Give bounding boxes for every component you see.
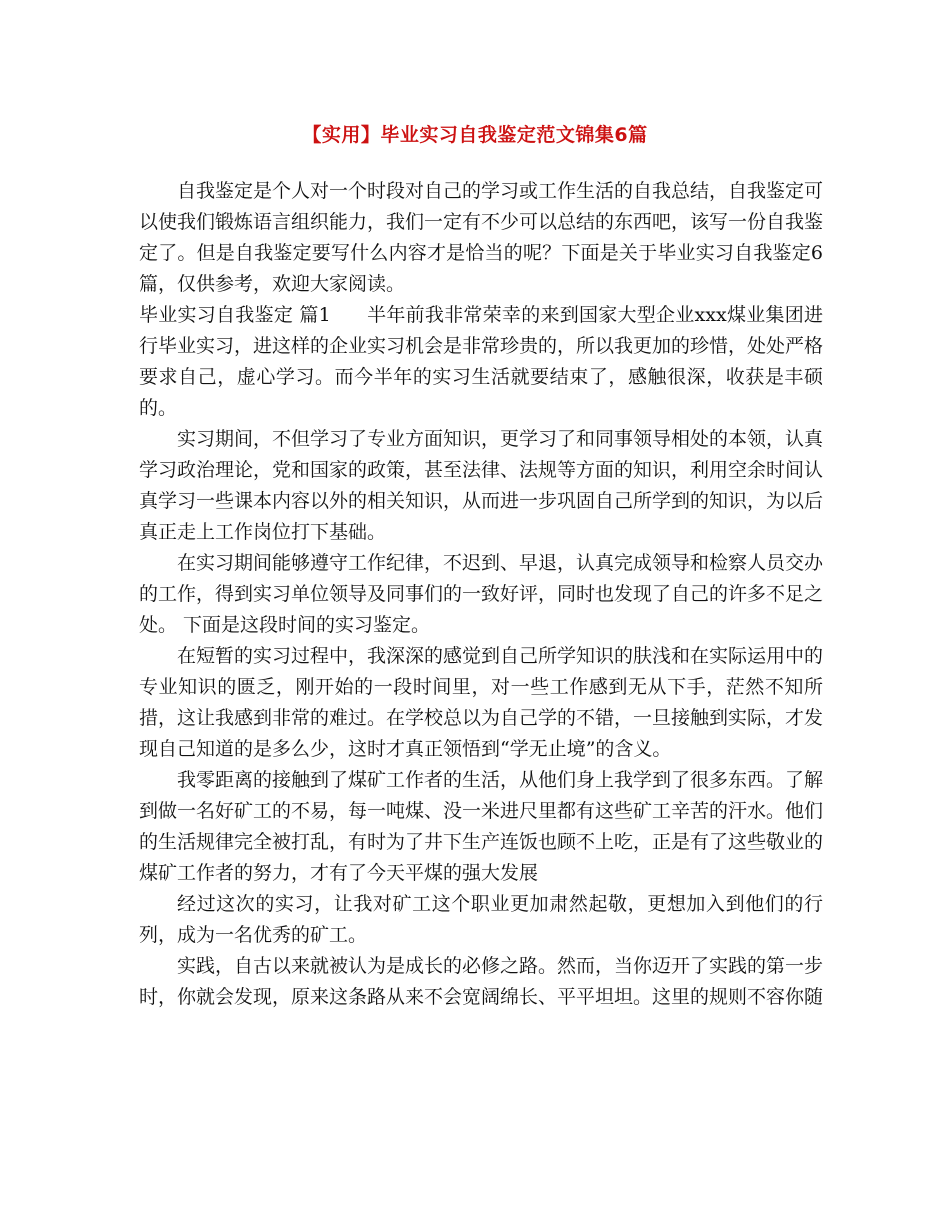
- body-paragraph: 实习期间，不但学习了专业方面知识，更学习了和同事领导相处的本领，认真学习政治理论，党和国家的政策，甚至法律、法规等方面的知识，利用空余时间认真学习一些课本内容以外的相关知识，从而进一步巩固自己所学到的知识，为以后真正走上工作岗位打下基础。: [139, 428, 824, 543]
- body-paragraph: 我零距离的接触到了煤矿工作者的生活，从他们身上我学到了很多东西。了解到做一名好矿工的不易，每一吨煤、没一米进尺里都有这些矿工辛苦的汗水。他们的生活规律完全被打乱，有时为了井下生产连饭也顾不上吃，正是有了这些敬业的煤矿工作者的努力，才有了今天平煤的强大发展: [139, 769, 824, 884]
- document-body: [139, 176, 823, 1013]
- section-1-paragraph: [139, 300, 823, 424]
- body-paragraph: 经过这次的实习，让我对矿工这个职业更加肃然起敬，更想加入到他们的行列，成为一名优秀的矿工。: [139, 893, 823, 946]
- body-paragraph: 在短暂的实习过程中，我深深的感觉到自己所学知识的肤浅和在实际运用中的专业知识的匮乏，刚开始的一段时间里，对一些工作感到无从下手，茫然不知所措，这让我感到非常的难过。在学校总以为自己学的不错，一旦接触到实际，才发现自己知道的是多么少，这时才真正领悟到“学无止境”的含义。: [139, 645, 824, 760]
- section-1-heading: 毕业实习自我鉴定 篇1: [139, 304, 331, 326]
- intro-paragraph: 自我鉴定是个人对一个时段对自己的学习或工作生活的自我总结，自我鉴定可以使我们锻炼语言组织能力，我们一定有不少可以总结的东西吧，该写一份自我鉴定了。但是自我鉴定要写什么内容才是恰当的呢？下面是关于毕业实习自我鉴定6篇，仅供参考，欢迎大家阅读。: [139, 180, 824, 295]
- document-title: 【实用】毕业实习自我鉴定范文锦集6篇: [302, 124, 648, 146]
- section-1-text: 半年前我非常荣幸的来到国家大型企业xxx煤业集团进行毕业实习，进这样的企业实习机会是非常珍贵的，所以我更加的珍惜，处处严格要求自己，虚心学习。而今半年的实习生活就要结束了，感触很深，收获是丰硕的。: [139, 304, 824, 419]
- body-paragraph: 在实习期间能够遵守工作纪律，不迟到、早退，认真完成领导和检察人员交办的工作，得到实习单位领导及同事们的一致好评，同时也发现了自己的许多不足之处。 下面是这段时间的实习鉴定。: [139, 552, 824, 636]
- body-paragraph: 实践，自古以来就被认为是成长的必修之路。然而，当你迈开了实践的第一步时，你就会发现，原来这条路从来不会宽阔绵长、平平坦坦。这里的规则不容你随: [139, 955, 824, 1008]
